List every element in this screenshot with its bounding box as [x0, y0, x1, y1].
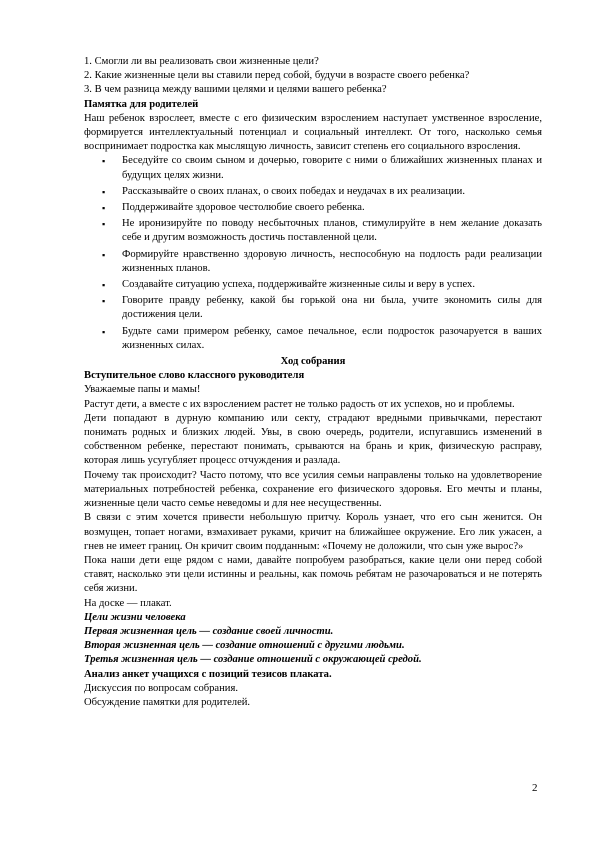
memo-discussion: Обсуждение памятки для родителей.: [84, 696, 251, 708]
greeting: Уважаемые папы и мамы!: [84, 384, 201, 396]
question-1: 1. Смогли ли вы реализовать свои жизненные цели?: [84, 56, 319, 67]
memo-item: ▪ Беседуйте со своим сыном и дочерью, говорите с ними о ближайших жизненных планах и будущих целях жизни.: [122, 154, 542, 182]
memo-item: ▪ Рассказывайте о своих планах, о своих победах и неудачах в их реализации.: [122, 185, 542, 199]
goal-2: Вторая жизненная цель — создание отношений с другими людьми.: [84, 640, 405, 652]
memo-item: ▪ Создавайте ситуацию успеха, поддерживайте жизненные силы и веру в успех.: [122, 278, 542, 292]
paragraph: На доске — плакат.: [84, 597, 172, 609]
page-number: 2: [532, 782, 538, 794]
memo-item: ▪ Поддерживайте здоровое честолюбие своего ребенка.: [122, 201, 542, 215]
memo-title: Памятка для родителей: [84, 98, 199, 110]
paragraph: Почему так происходит? Часто потому, что все усилия семьи направлены только на удовлетворение материальных потребностей ребенка, сохранение его физического здоровья. Его мечты и планы, жизненные цели часто семье неведомы и для нее несущественны.: [84, 469, 542, 510]
paragraph: Растут дети, а вместе с их взрослением растет не только радость от их успехов, но и проблемы.: [84, 398, 515, 410]
paragraph: Дети попадают в дурную компанию или секту, страдают вредными привычками, перестают понимать родных и близких людей. Увы, в свою очередь, родители, испугавшись изменений в собственном ребенке, перестают понимать, срываются на брань и крик, физическую расправу, которая лишь усугубляет процесс отчуждения и разлада.: [84, 412, 542, 467]
memo-item: ▪ Будьте сами примером ребенку, самое печальное, если подросток разочаруется в ваших жизненных силах.: [122, 325, 542, 353]
memo-intro: Наш ребенок взрослеет, вместе с его физическим взрослением наступает умственное взросление, формируется интеллектуальный потенциал и социальный интеллект. От того, насколько семья воспринимает подростка как мыслящую личность, зависит степень его социального взросления.: [84, 112, 542, 153]
question-2: 2. Какие жизненные цели вы ставили перед собой, будучи в возрасте своего ребенка?: [84, 70, 470, 82]
memo-item: ▪ Формируйте нравственно здоровую личность, неспособную на подлость ради реализации жизненных планов.: [122, 248, 542, 276]
memo-item: ▪ Не иронизируйте по поводу несбыточных планов, стимулируйте в нем желание доказать себе и другим возможность достичь поставленной цели.: [122, 217, 542, 245]
meeting-title: Ход собрания: [280, 356, 346, 368]
analysis-heading: Анализ анкет учащихся с позиций тезисов плаката.: [84, 668, 332, 680]
memo-item: ▪ Говорите правду ребенку, какой бы горькой она ни была, учите экономить силы для достижения цели.: [122, 294, 542, 322]
goal-3: Третья жизненная цель — создание отношений с окружающей средой.: [84, 654, 422, 666]
goal-1: Первая жизненная цель — создание своей личности.: [84, 625, 334, 637]
poster-title: Цели жизни человека: [84, 611, 186, 623]
paragraph: В связи с этим хочется привести небольшую притчу. Король узнает, что его сын женится. Он возмущен, топает ногами, взмахивает руками, кричит на ближайшее окружение. Его лик ужасен, а гнев не имеет границ. Он кричит своим подданным: «Почему не доложили, что сын уже вырос?»: [84, 512, 542, 552]
question-3: 3. В чем разница между вашими целями и целями вашего ребенка?: [84, 84, 387, 96]
discussion: Дискуссия по вопросам собрания.: [84, 682, 238, 694]
memo-list: [84, 154, 542, 353]
paragraph: Пока наши дети еще рядом с нами, давайте попробуем разобраться, какие цели они перед собой ставят, насколько эти цели истинны и реальны, как помочь ребятам не разочароваться и не потерять себя жизни.: [84, 554, 542, 595]
intro-title: Вступительное слово классного руководителя: [84, 370, 305, 382]
document-body: [84, 55, 542, 710]
